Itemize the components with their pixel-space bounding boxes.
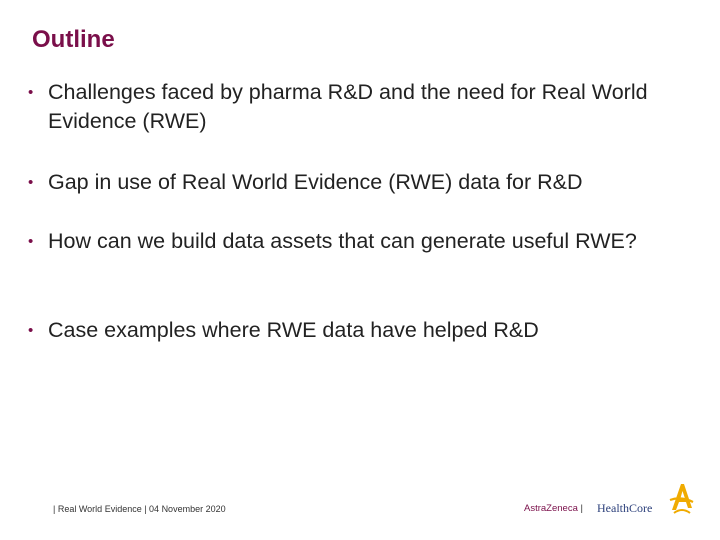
astrazeneca-logo-icon xyxy=(666,482,696,516)
footer-separator: | xyxy=(580,503,583,514)
partner-logo-text: HealthCore xyxy=(597,501,653,515)
bullet-text: Gap in use of Real World Evidence (RWE) data for R&D xyxy=(48,170,583,194)
footer-brand xyxy=(524,503,583,514)
bullet-text: Case examples where RWE data have helped R&D xyxy=(48,318,539,342)
bullet-item xyxy=(28,168,698,197)
bullet-item xyxy=(28,316,698,345)
bullet-dot-icon: • xyxy=(28,174,34,191)
healthcore-logo xyxy=(597,501,652,516)
slide-title: Outline xyxy=(32,26,115,53)
bullet-dot-icon: • xyxy=(28,322,34,339)
bullet-dot-icon: • xyxy=(28,233,34,250)
bullet-text: Challenges faced by pharma R&D and the need for Real World Evidence (RWE) xyxy=(48,80,648,133)
brand-name: AstraZeneca xyxy=(524,503,578,514)
footer-caption: | Real World Evidence | 04 November 2020 xyxy=(53,504,226,514)
bullet-item xyxy=(28,227,698,256)
bullet-text: How can we build data assets that can generate useful RWE? xyxy=(48,229,637,253)
bullet-dot-icon: • xyxy=(28,84,34,101)
bullet-item xyxy=(28,78,698,136)
